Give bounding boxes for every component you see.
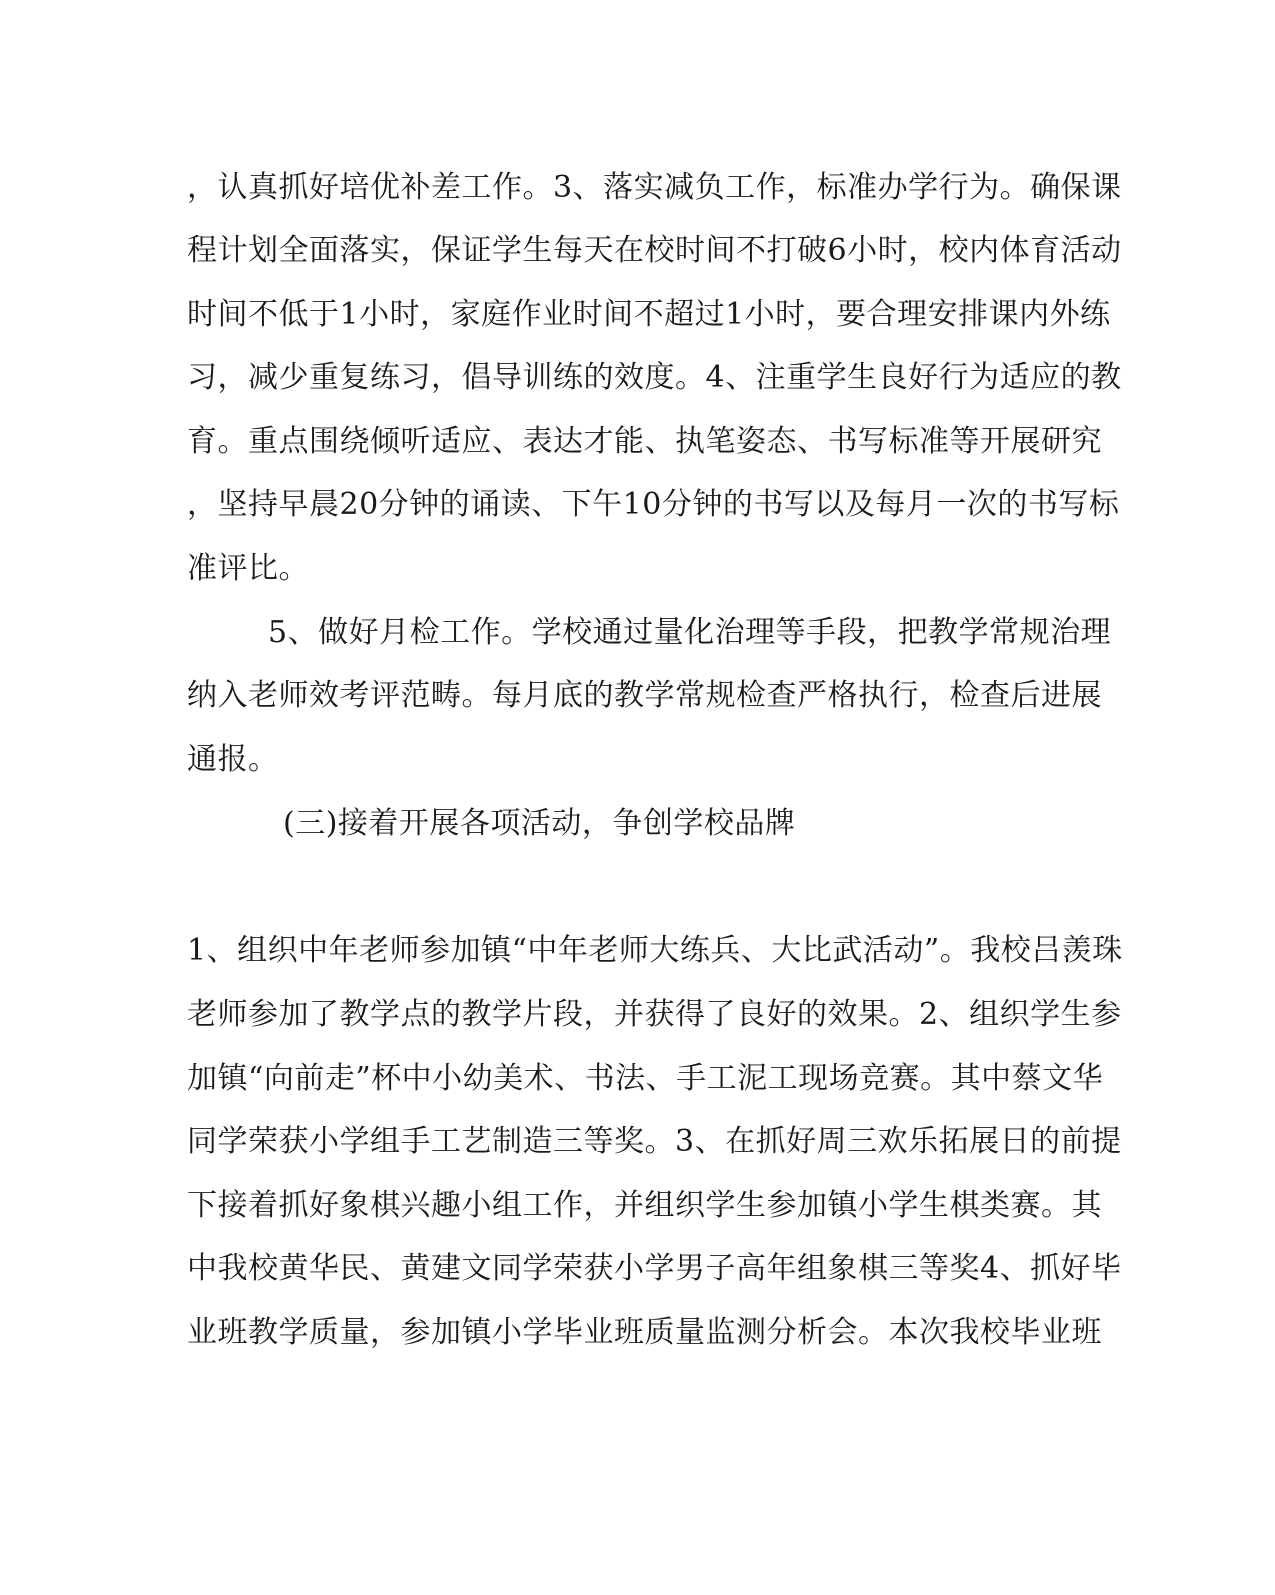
text-line: 同学荣获小学组手工艺制造三等奖。3、在抓好周三欢乐拓展日的前提 [187,1124,1122,1159]
text-line: 纳入老师效考评范畴。每月底的教学常规检查严格执行，检查后进展 [187,678,1102,713]
text-line: 准评比。 [187,551,309,586]
section-heading: (三)接着开展各项活动，争创学校品牌 [283,806,796,841]
text-line: ，坚持早晨20分钟的诵读、下午10分钟的书写以及每月一次的书写标 [187,487,1120,522]
text-line: ，认真抓好培优补差工作。3、落实减负工作，标准办学行为。确保课 [187,170,1122,205]
text-line: 业班教学质量，参加镇小学毕业班质量监测分析会。本次我校毕业班 [187,1315,1102,1350]
text-line: 5、做好月检工作。学校通过量化治理等手段，把教学常规治理 [268,615,1112,650]
text-line: 程计划全面落实，保证学生每天在校时间不打破6小时，校内体育活动 [187,233,1122,268]
text-line: 中我校黄华民、黄建文同学荣获小学男子高年组象棋三等奖4、抓好毕 [187,1251,1122,1286]
text-line: 习，减少重复练习，倡导训练的效度。4、注重学生良好行为适应的教 [187,360,1122,395]
text-line: 时间不低于1小时，家庭作业时间不超过1小时，要合理安排课内外练 [187,297,1111,332]
text-line: 育。重点围绕倾听适应、表达才能、执笔姿态、书写标准等开展研究 [187,424,1102,459]
text-line: 1、组织中年老师参加镇“中年老师大练兵、大比武活动”。我校吕羡珠 [187,933,1123,968]
text-line: 老师参加了教学点的教学片段，并获得了良好的效果。2、组织学生参 [187,997,1122,1032]
text-line: 通报。 [187,742,279,777]
text-line: 下接着抓好象棋兴趣小组工作，并组织学生参加镇小学生棋类赛。其 [187,1188,1102,1223]
text-line: 加镇“向前走”杯中小幼美术、书法、手工泥工现场竞赛。其中蔡文华 [187,1061,1104,1096]
